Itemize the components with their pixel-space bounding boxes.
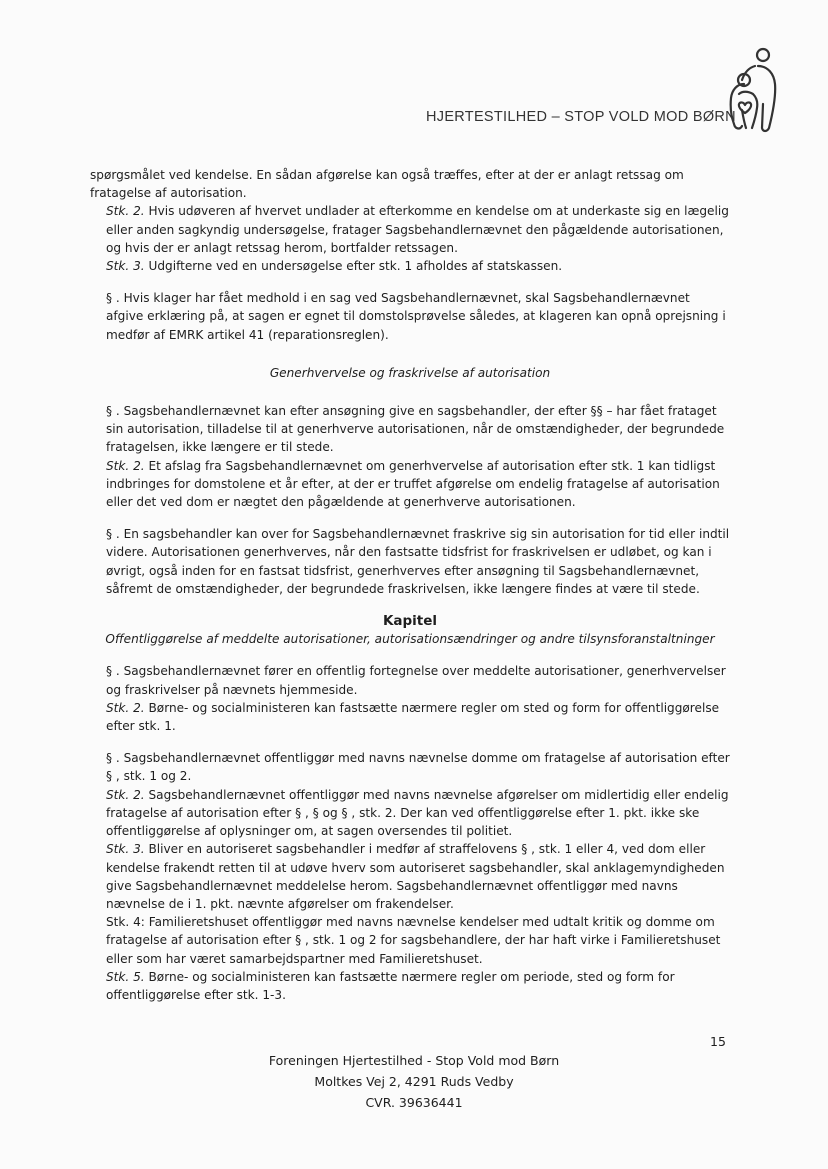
paragraph: Stk. 3. Udgifterne ved en undersøgelse efter stk. 1 afholdes af statskassen. — [106, 259, 563, 274]
footer-address: Moltkes Vej 2, 4291 Ruds Vedby — [314, 1074, 514, 1089]
family-heart-logo-icon — [722, 44, 780, 136]
paragraph: § . Hvis klager har fået medhold i en sag ved Sagsbehandlernævnet, skal Sagsbehandlernævnet afgive erklæring på, at sagen er egnet til domstolsprøvelse således, at klageren kan opnå oprejsning i medfør af EMRK artikel 41 (reparationsreglen). — [106, 291, 726, 342]
header-title: HJERTESTILHED – STOP VOLD MOD BØRN — [426, 109, 736, 125]
page-number: 15 — [710, 1034, 726, 1049]
paragraph: Stk. 2. Børne- og socialministeren kan fastsætte nærmere regler om sted og form for offentliggørelse efter stk. 1. — [106, 700, 720, 734]
paragraph: § . Sagsbehandlernævnet kan efter ansøgning give en sagsbehandler, der efter §§ – har fået frataget sin autorisation, tilladelse til at generhverve autorisationen, når de omstændigheder, der begrundede fratagelsen, ikke længere er til stede. — [106, 404, 725, 455]
paragraph: spørgsmålet ved kendelse. En sådan afgørelse kan også træffes, efter at der er anlagt retssag om fratagelse af autorisation. — [90, 168, 684, 201]
paragraph: § . Sagsbehandlernævnet offentliggør med navns nævnelse domme om fratagelse af autorisation efter § , stk. 1 og 2. — [106, 751, 730, 784]
section-heading: Generhvervelse og fraskrivelse af autorisation — [269, 365, 551, 380]
paragraph: Stk. 5. Børne- og socialministeren kan fastsætte nærmere regler om periode, sted og form for offentliggørelse efter stk. 1-3. — [106, 969, 675, 1002]
chapter-title: Kapitel — [382, 613, 438, 630]
paragraph: Stk. 2. Sagsbehandlernævnet offentliggør med navns nævnelse afgørelser om midlertidig eller endelig fratagelse af autorisation efter § , § og § , stk. 2. Der kan ved offentliggørelse efter 1. pkt. ikke ske offentliggørelse af oplysninger om, at sagen oversendes til politiet. — [106, 787, 729, 839]
paragraph: Stk. 3. Bliver en autoriseret sagsbehandler i medfør af straffelovens § , stk. 1 eller 4, ved dom eller kendelse frakendt retten til at udøve hverv som autoriseret sagsbehandler, skal anklagemyndigheden give Sagsbehandlernævnet meddelelse herom. Sagsbehandlernævnet offentliggør med navns nævnelse de i 1. pkt. nævnte afgørelser om frakendelser. — [106, 842, 725, 911]
document-body — [90, 166, 730, 1004]
section-heading: Offentliggørelse af meddelte autorisationer, autorisationsændringer og andre tilsynsforanstaltninger — [105, 632, 715, 647]
paragraph: § . Sagsbehandlernævnet fører en offentlig fortegnelse over meddelte autorisationer, generhvervelser og fraskrivelser på nævnets hjemmeside. — [106, 664, 726, 697]
paragraph: Stk. 4: Familieretshuset offentliggør med navns nævnelse kendelser med udtalt kritik og domme om fratagelse af autorisation efter § , stk. 1 og 2 for sagsbehandlere, der har haft virke i Familieretshuset eller som har været samarbejdspartner med Familieretshuset. — [106, 915, 721, 966]
footer — [0, 1050, 828, 1113]
paragraph: Stk. 2. Hvis udøveren af hvervet undlader at efterkomme en kendelse om at underkaste sig en lægelig eller anden sagkyndig undersøgelse, fratager Sagsbehandlernævnet den pågældende autorisationen, og hvis der er anlagt retssag herom, bortfalder retssagen. — [106, 204, 729, 255]
footer-cvr: CVR. 39636441 — [365, 1095, 463, 1110]
paragraph: Stk. 2. Et afslag fra Sagsbehandlernævnet om generhvervelse af autorisation efter stk. 1 kan tidligst indbringes for domstolene et år efter, at der er truffet afgørelse om endelig fratagelse af autorisation eller det ved dom er nægtet den pågældende at generhverve autorisationen. — [106, 458, 720, 510]
paragraph: § . En sagsbehandler kan over for Sagsbehandlernævnet fraskrive sig sin autorisation for tid eller indtil videre. Autorisationen generhverves, når den fastsatte tidsfrist for fraskrivelsen er udløbet, og kan i øvrigt, også inden for en fastsat tidsfrist, generhverves efter ansøgning til Sagsbehandlernævnet, såfremt de omstændigheder, der begrundede fraskrivelsen, ikke længere findes at være til stede. — [106, 527, 730, 596]
footer-org: Foreningen Hjertestilhed - Stop Vold mod Børn — [268, 1053, 560, 1068]
